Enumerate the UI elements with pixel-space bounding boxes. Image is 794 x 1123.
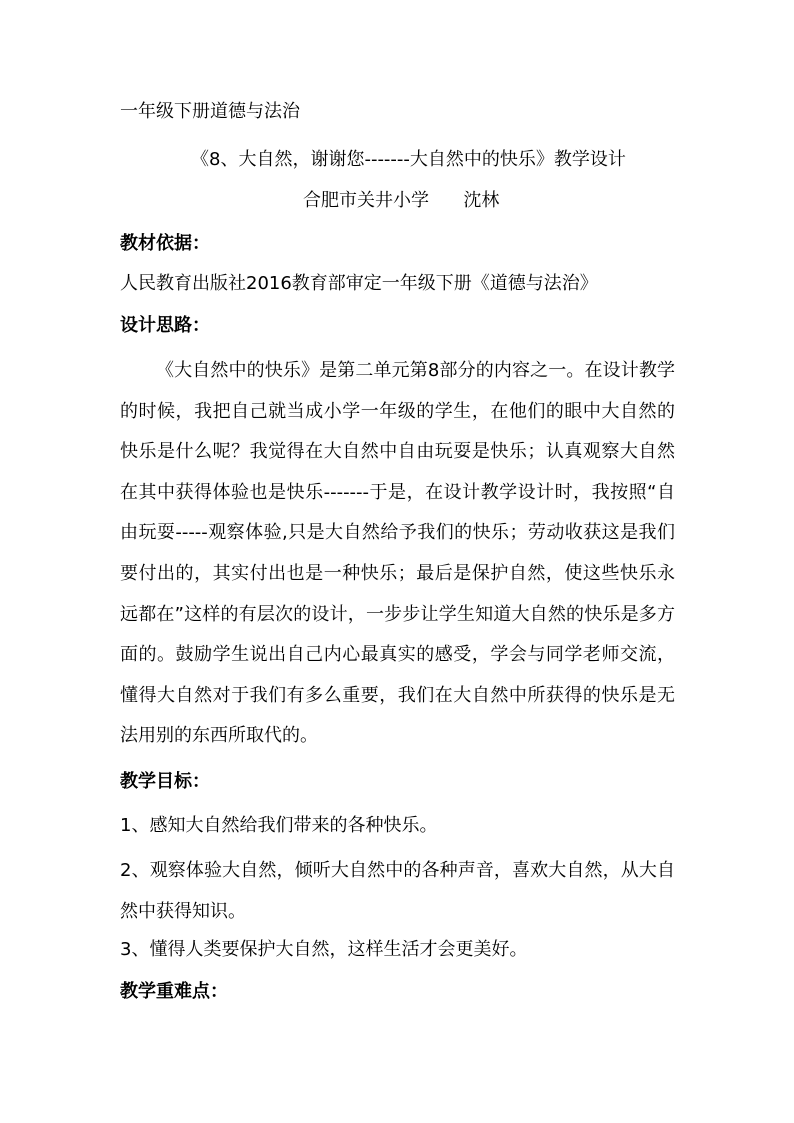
teaching-goal-item: 3、懂得人类要保护大自然，这样生活才会更美好。 xyxy=(120,939,528,960)
key-difficulties-heading: 教学重难点： xyxy=(120,981,228,1002)
teaching-goals-heading: 教学目标： xyxy=(120,771,210,792)
design-idea-heading: 设计思路： xyxy=(120,315,210,336)
textbook-basis-content: 人民教育出版社2016教育部审定一年级下册《道德与法治》 xyxy=(120,273,598,294)
teaching-goal-item: 1、感知大自然给我们带来的各种快乐。 xyxy=(120,815,438,836)
document-title: 《8、大自然，谢谢您-------大自然中的快乐》教学设计 xyxy=(191,149,626,170)
teaching-goal-item: 2、观察体验大自然，倾听大自然中的各种声音，喜欢大自然，从大自然中获得知识。 xyxy=(120,860,675,922)
author-line: 合肥市关井小学 沈林 xyxy=(303,190,500,211)
grade-subject-line: 一年级下册道德与法治 xyxy=(120,101,300,122)
design-idea-paragraph: 《大自然中的快乐》是第二单元第8部分的内容之一。在设计教学的时候，我把自己就当成小学一年级的学生，在他们的眼中大自然的快乐是什么呢？我觉得在大自然中自由玩耍是快乐；认真观察大自然在其中获得体验也是快乐-------于是，在设计教学设计时，我按照“自由玩耍-----观察体验,只是大自然给予我们的快乐；劳动收获这是我们要付出的，其实付出也是一种快乐；最后是保护自然，使这些快乐永远都在”这样的有层次的设计，一步步让学生知道大自然的快乐是多方面的。鼓励学生说出自己内心最真实的感受，学会与同学老师交流，懂得大自然对于我们有多么重要，我们在大自然中所获得的快乐是无法用别的东西所取代的。 xyxy=(120,360,675,747)
textbook-basis-heading: 教材依据： xyxy=(120,233,210,254)
